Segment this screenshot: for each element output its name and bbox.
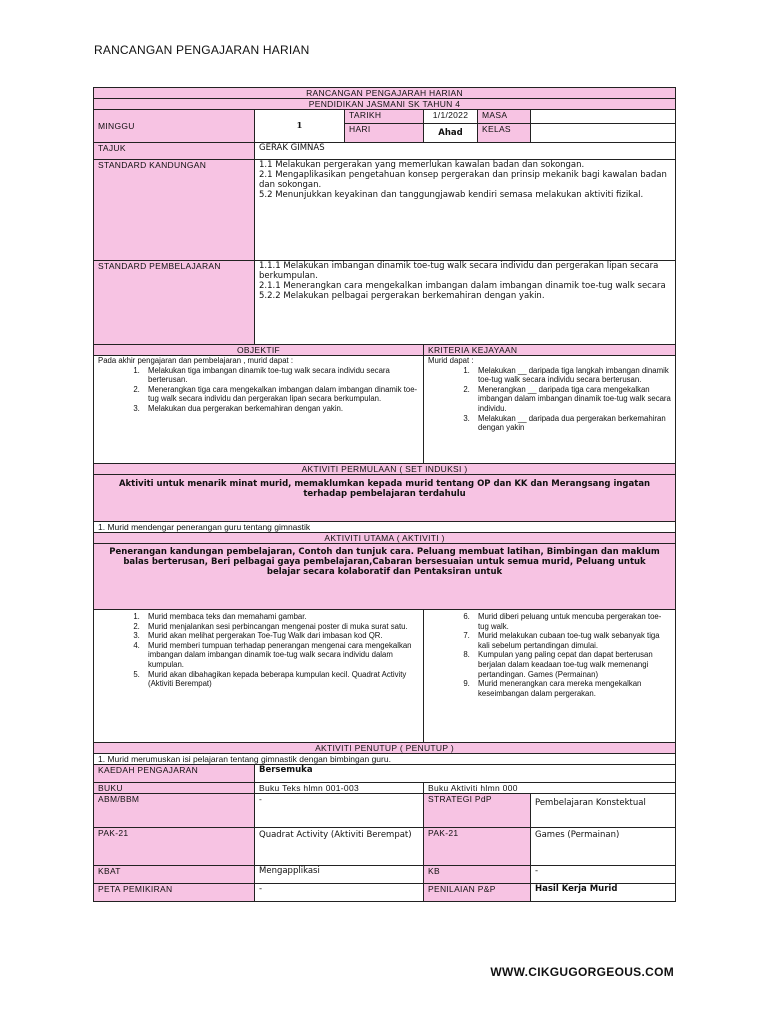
utama-item: 6. Murid diberi peluang untuk mencuba pergerakan toe-tug walk. — [472, 612, 671, 631]
penutup-item: 1. Murid merumuskan isi pelajaran tentang gimnastik dengan bimbingan guru. — [94, 754, 676, 765]
tarikh-value: 1/1/2022 — [424, 110, 478, 124]
objektif-item: 3. Melakukan dua pergerakan berkemahiran dengan yakin. — [142, 404, 419, 414]
utama-item: 9. Murid menerangkan cara mereka mengekalkan keseimbangan dalam pergerakan. — [472, 679, 671, 698]
utama-item: 3. Murid akan melihat pergerakan Toe-Tug Walk dari imbasan kod QR. — [142, 631, 419, 641]
kriteria-intro: Murid dapat : — [428, 356, 474, 365]
document-header: RANCANGAN PENGAJARAN HARIAN — [94, 43, 310, 57]
objektif-item: 1. Melakukan tiga imbangan dinamik toe-tug walk secara individu secara berterusan. — [142, 366, 419, 385]
strategi-label: STRATEGI PdP — [424, 794, 531, 828]
utama-left-list — [98, 612, 419, 689]
utama-item: 1. Murid membaca teks dan memahami gambar. — [142, 612, 419, 622]
utama-text: Penerangan kandungan pembelajaran, Contoh dan tunjuk cara. Peluang membuat latihan, Bimbingan dan maklum balas berterusan, Beri pelbagai gaya pembelajaran,Cabaran bersesuaian untuk semua murid, Peluang untuk belajar secara kolaboratif dan Pentaksiran untuk — [94, 544, 676, 610]
standard-kandungan-value — [255, 160, 676, 261]
utama-label: AKTIVITI UTAMA ( AKTIVITI ) — [94, 533, 676, 544]
objektif-item: 2. Menerangkan tiga cara mengekalkan imbangan dalam imbangan dinamik toe-tug walk secara individu dan pergerakan lipan secara berkumpulan. — [142, 385, 419, 404]
utama-item: 8. Kumpulan yang paling cepat dan dapat berterusan berjalan dalam keadaan toe-tug walk memenangi pertandingan. Games (Permainan) — [472, 650, 671, 679]
kriteria-list — [428, 366, 671, 433]
peta-label: PETA PEMIKIRAN — [94, 884, 255, 902]
kb-value: - — [531, 866, 676, 884]
penilaian-label: PENILAIAN P&P — [424, 884, 531, 902]
kaedah-label: KAEDAH PENGAJARAN — [94, 765, 255, 783]
objektif-content — [94, 356, 424, 464]
hari-value: Ahad — [424, 124, 478, 143]
objektif-intro: Pada akhir pengajaran dan pembelajaran , murid dapat : — [98, 356, 294, 365]
kriteria-item: 1. Melakukan __ daripada tiga langkah imbangan dinamik toe-tug walk secara individu secara berterusan. — [472, 366, 671, 385]
hari-label: HARI — [345, 124, 424, 143]
masa-value — [531, 110, 676, 124]
sk-item: 5.2 Menunjukkan keyakinan dan tanggungjawab kendiri semasa melakukan aktiviti fizikal. — [259, 190, 644, 200]
kriteria-item: 3. Melakukan __ daripada dua pergerakan berkemahiran dengan yakin — [472, 414, 671, 433]
lesson-plan-table — [93, 87, 676, 902]
permulaan-text: Aktiviti untuk menarik minat murid, memaklumkan kepada murid tentang OP dan KK dan Merangsang ingatan terhadap pembelajaran terdahulu — [94, 475, 676, 522]
utama-left-content — [94, 610, 424, 743]
sk-item: 1.1 Melakukan pergerakan yang memerlukan kawalan badan dan sokongan. — [259, 160, 585, 170]
utama-item: 5. Murid akan dibahagikan kepada beberapa kumpulan kecil. Quadrat Activity (Aktiviti Berempat) — [142, 670, 419, 689]
pak21-label: PAK-21 — [94, 828, 255, 866]
kb-label: KB — [424, 866, 531, 884]
permulaan-label: AKTIVITI PERMULAAN ( SET INDUKSI ) — [94, 464, 676, 475]
plan-title: RANCANGAN PENGAJARAH HARIAN — [94, 88, 676, 99]
pak21-label-2: PAK-21 — [424, 828, 531, 866]
kaedah-value: Bersemuka — [255, 765, 676, 783]
permulaan-item: 1. Murid mendengar penerangan guru tentang gimnastik — [94, 522, 676, 533]
buku-aktiviti-value: Buku Aktiviti hlmn 000 — [424, 783, 676, 794]
standard-pembelajaran-label: STANDARD PEMBELAJARAN — [94, 261, 255, 345]
sk-item: 2.1 Mengaplikasikan pengetahuan konsep pergerakan dan prinsip mekanik bagi kawalan badan dan sokongan. — [259, 170, 667, 190]
kriteria-content — [424, 356, 676, 464]
standard-pembelajaran-value — [255, 261, 676, 345]
tarikh-label: TARIKH — [345, 110, 424, 124]
minggu-label: MINGGU — [94, 110, 255, 143]
utama-item: 2. Murid menjalankan sesi perbincangan mengenai poster di muka surat satu. — [142, 622, 419, 632]
objektif-label: OBJEKTIF — [94, 345, 424, 356]
pak21-value: Quadrat Activity (Aktiviti Berempat) — [255, 828, 424, 866]
utama-item: 7. Murid melakukan cubaan toe-tug walk sebanyak tiga kali sebelum pertandingan dimulai. — [472, 631, 671, 650]
peta-value: - — [255, 884, 424, 902]
kbat-value: Mengapplikasi — [255, 866, 424, 884]
abm-value: - — [255, 794, 424, 828]
sp-item: 1.1.1 Melakukan imbangan dinamik toe-tug walk secara individu dan pergerakan lipan secara berkumpulan. — [259, 261, 659, 281]
tajuk-label: TAJUK — [94, 143, 255, 160]
utama-right-content — [424, 610, 676, 743]
kriteria-item: 2. Menerangkan __ daripada tiga cara mengekalkan imbangan dalam imbangan dinamik toe-tug walk secara individu. — [472, 385, 671, 414]
masa-label: MASA — [478, 110, 531, 124]
sp-item: 2.1.1 Menerangkan cara mengekalkan imbangan dalam imbangan dinamik toe-tug walk secara — [259, 281, 666, 291]
tajuk-value: GERAK GIMNAS — [255, 143, 676, 160]
kriteria-label: KRITERIA KEJAYAAN — [424, 345, 676, 356]
standard-kandungan-label: STANDARD KANDUNGAN — [94, 160, 255, 261]
kbat-label: KBAT — [94, 866, 255, 884]
kelas-value — [531, 124, 676, 143]
objektif-list — [98, 366, 419, 414]
penutup-label: AKTIVITI PENUTUP ( PENUTUP ) — [94, 743, 676, 754]
website-footer: WWW.CIKGUGORGEOUS.COM — [490, 965, 674, 979]
penilaian-value: Hasil Kerja Murid — [531, 884, 676, 902]
minggu-value: 1 — [255, 110, 345, 143]
pak21-value-2: Games (Permainan) — [531, 828, 676, 866]
strategi-value: Pembelajaran Konstektual — [531, 794, 676, 828]
utama-item: 4. Murid memberi tumpuan terhadap penerangan mengenai cara mengekalkan imbangan dalam imbangan dinamik toe-tug walk secara individu dalam kumpulan. — [142, 641, 419, 670]
buku-label: BUKU — [94, 783, 255, 794]
kelas-label: KELAS — [478, 124, 531, 143]
abm-label: ABM/BBM — [94, 794, 255, 828]
sp-item: 5.2.2 Melakukan pelbagai pergerakan berkemahiran dengan yakin. — [259, 291, 545, 301]
utama-right-list — [428, 612, 671, 698]
subject-title: PENDIDIKAN JASMANI SK TAHUN 4 — [94, 99, 676, 110]
buku-teks-value: Buku Teks hlmn 001-003 — [255, 783, 424, 794]
